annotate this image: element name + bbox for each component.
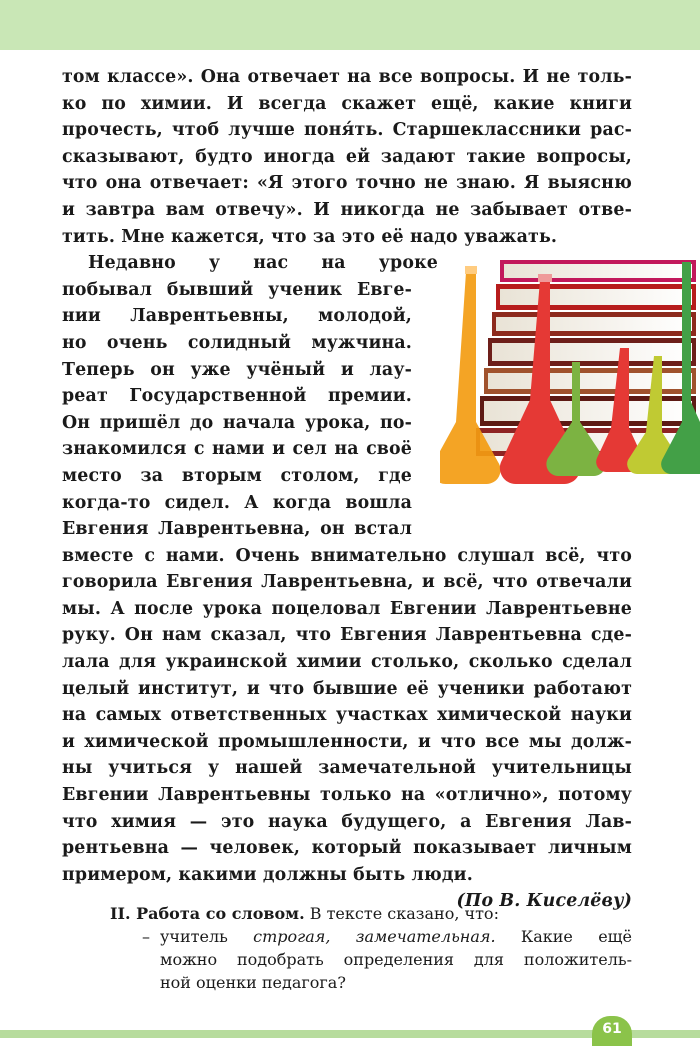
source-attribution: (По В. Киселёву): [456, 891, 632, 912]
text-line: и завтра вам отвечу». И никогда не забывает отве-: [62, 199, 632, 220]
text-line: что химия — это наука будущего, а Евгения Лав-: [62, 811, 632, 832]
text-line: прочесть, чтоб лучше поня́ть. Старшеклассники рас-: [62, 120, 632, 141]
exercise-item-line-1: [110, 925, 632, 948]
exercise-block: [110, 902, 632, 994]
text-line: рентьевна — человек, который показывает личным: [62, 838, 632, 859]
dash-bullet: –: [142, 927, 150, 946]
text-line: знакомился с нами и сел на своё: [62, 439, 412, 460]
text-line: что она отвечает: «Я этого точно не знаю. Я выясню: [62, 173, 632, 194]
books-and-chemistry-flasks-icon: [440, 252, 700, 502]
text-line: примером, какими должны быть люди.: [62, 864, 473, 885]
text-line: руку. Он нам сказал, что Евгения Лаврентьевна сде-: [62, 625, 632, 646]
text-line: ны учиться у нашей замечательной учительницы: [62, 758, 632, 779]
text-line: говорила Евгения Лаврентьевна, и всё, что отвечали: [62, 572, 632, 593]
text-line: Теперь он уже учёный и лау-: [62, 359, 412, 380]
text-line: мы. А после урока поцеловал Евгении Лаврентьевне: [62, 598, 632, 619]
text-line: ко по химии. И всегда скажет ещё, какие книги: [62, 93, 632, 114]
text-line: тить. Мне кажется, что за это её надо уважать.: [62, 226, 558, 247]
exercise-item-prefix: учитель: [160, 927, 228, 946]
text-line: том классе». Она отвечает на все вопросы. И не толь-: [62, 67, 632, 87]
text-line: место за вторым столом, где: [62, 465, 412, 486]
exercise-intro: В тексте сказано, что:: [309, 904, 499, 923]
exercise-item-highlight: строгая, замечательная.: [253, 927, 496, 946]
text-line: но очень солидный мужчина.: [62, 332, 412, 353]
text-line: Недавно у нас на уроке: [88, 253, 438, 274]
text-line: сказывают, будто иногда ей задают такие вопросы,: [62, 146, 632, 167]
text-line: вместе с нами. Очень внимательно слушал всё, что: [62, 545, 632, 566]
text-line: на самых ответственных участках химической науки: [62, 705, 632, 726]
exercise-heading-line: [110, 902, 632, 925]
text-line: лала для украинской химии столько, сколько сделал: [62, 652, 632, 673]
page-number: 61: [592, 1016, 632, 1046]
text-line: и химической промышленности, и что все мы долж-: [62, 731, 632, 752]
text-line: Евгении Лаврентьевны только на «отлично», потому: [62, 785, 632, 806]
text-line: когда-то сидел. А когда вошла: [62, 492, 412, 513]
text-line: нии Лаврентьевны, молодой,: [62, 306, 412, 327]
exercise-item-line-2: можно подобрать определения для положитель-: [160, 950, 632, 969]
page-header-band: [0, 0, 700, 50]
text-line: реат Государственной премии.: [62, 386, 412, 407]
exercise-heading: II. Работа со словом.: [110, 904, 305, 923]
exercise-item-rest: Какие ещё: [520, 927, 632, 946]
text-line: Евгения Лаврентьевна, он встал: [62, 519, 412, 540]
text-line: побывал бывший ученик Евге-: [62, 279, 412, 300]
text-line: целый институт, и что бывшие её ученики работают: [62, 678, 632, 699]
text-line: Он пришёл до начала урока, по-: [62, 412, 412, 433]
exercise-item-line-3: ной оценки педагога?: [160, 973, 346, 992]
